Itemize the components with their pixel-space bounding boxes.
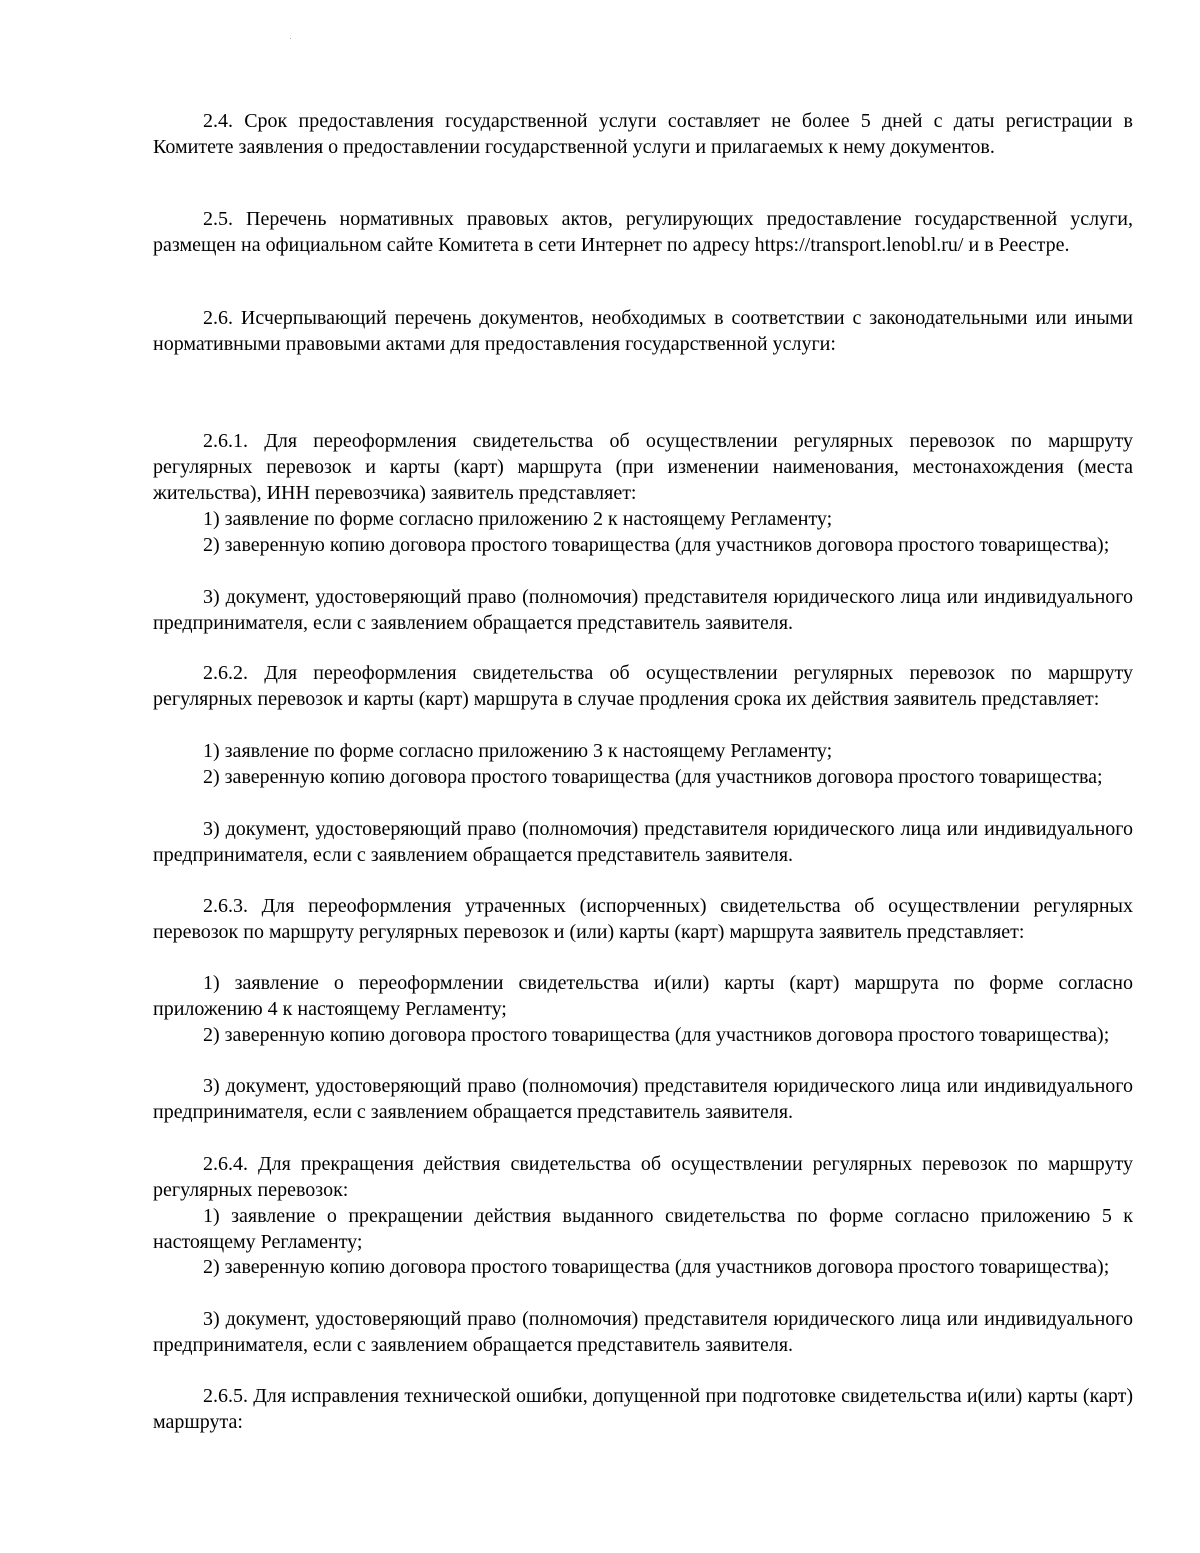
paragraph-2-6: 2.6. Исчерпывающий перечень документов, необходимых в соответствии с законодательными или иными нормативными правовыми актами для предоставления государственной услуги: <box>153 307 1133 355</box>
list-item-2-6-4-1: 1) заявление о прекращении действия выданного свидетельства по форме согласно приложению 5 к настоящему Регламенту; <box>153 1205 1133 1253</box>
list-item-2-6-2-2: 2) заверенную копию договора простого товарищества (для участников договора простого товарищества; <box>203 766 1103 788</box>
paragraph-2-5: 2.5. Перечень нормативных правовых актов, регулирующих предоставление государственной услуги, размещен на официальном сайте Комитета в сети Интернет по адресу https://transport.lenobl.ru/ и в Реестре. <box>153 208 1133 256</box>
list-item-2-6-4-3: 3) документ, удостоверяющий право (полномочия) представителя юридического лица или индивидуального предпринимателя, если с заявлением обращается представитель заявителя. <box>153 1308 1133 1356</box>
paragraph-2-6-2: 2.6.2. Для переоформления свидетельства об осуществлении регулярных перевозок по маршруту регулярных перевозок и карты (карт) маршрута в случае продления срока их действия заявитель представляет: <box>153 662 1133 710</box>
list-item-2-6-2-3: 3) документ, удостоверяющий право (полномочия) представителя юридического лица или индивидуального предпринимателя, если с заявлением обращается представитель заявителя. <box>153 818 1133 866</box>
list-item-2-6-3-3: 3) документ, удостоверяющий право (полномочия) представителя юридического лица или индивидуального предпринимателя, если с заявлением обращается представитель заявителя. <box>153 1075 1133 1123</box>
list-item-2-6-1-3: 3) документ, удостоверяющий право (полномочия) представителя юридического лица или индивидуального предпринимателя, если с заявлением обращается представитель заявителя. <box>153 586 1133 634</box>
paragraph-2-6-3: 2.6.3. Для переоформления утраченных (испорченных) свидетельства об осуществлении регулярных перевозок по маршруту регулярных перевозок и (или) карты (карт) маршрута заявитель представляет: <box>153 895 1133 943</box>
list-item-2-6-4-2: 2) заверенную копию договора простого товарищества (для участников договора простого товарищества); <box>203 1256 1110 1278</box>
paragraph-2-6-4: 2.6.4. Для прекращения действия свидетельства об осуществлении регулярных перевозок по маршруту регулярных перевозок: <box>153 1153 1133 1201</box>
list-item-2-6-3-1: 1) заявление о переоформлении свидетельства и(или) карты (карт) маршрута по форме согласно приложению 4 к настоящему Регламенту; <box>153 972 1133 1020</box>
list-item-2-6-3-2: 2) заверенную копию договора простого товарищества (для участников договора простого товарищества); <box>203 1024 1110 1046</box>
paragraph-2-6-5: 2.6.5. Для исправления технической ошибки, допущенной при подготовке свидетельства и(или) карты (карт) маршрута: <box>153 1385 1133 1433</box>
paragraph-2-6-1: 2.6.1. Для переоформления свидетельства об осуществлении регулярных перевозок по маршруту регулярных перевозок и карты (карт) маршрута (при изменении наименования, местонахождения (места жительства), ИНН перевозчика) заявитель представляет: <box>153 430 1133 504</box>
list-item-2-6-1-1: 1) заявление по форме согласно приложению 2 к настоящему Регламенту; <box>203 508 833 530</box>
list-item-2-6-2-1: 1) заявление по форме согласно приложению 3 к настоящему Регламенту; <box>203 740 833 762</box>
scan-speck <box>290 38 291 39</box>
list-item-2-6-1-2: 2) заверенную копию договора простого товарищества (для участников договора простого товарищества); <box>203 534 1110 556</box>
paragraph-2-4: 2.4. Срок предоставления государственной услуги составляет не более 5 дней с даты регистрации в Комитете заявления о предоставлении государственной услуги и прилагаемых к нему документов. <box>153 110 1133 158</box>
